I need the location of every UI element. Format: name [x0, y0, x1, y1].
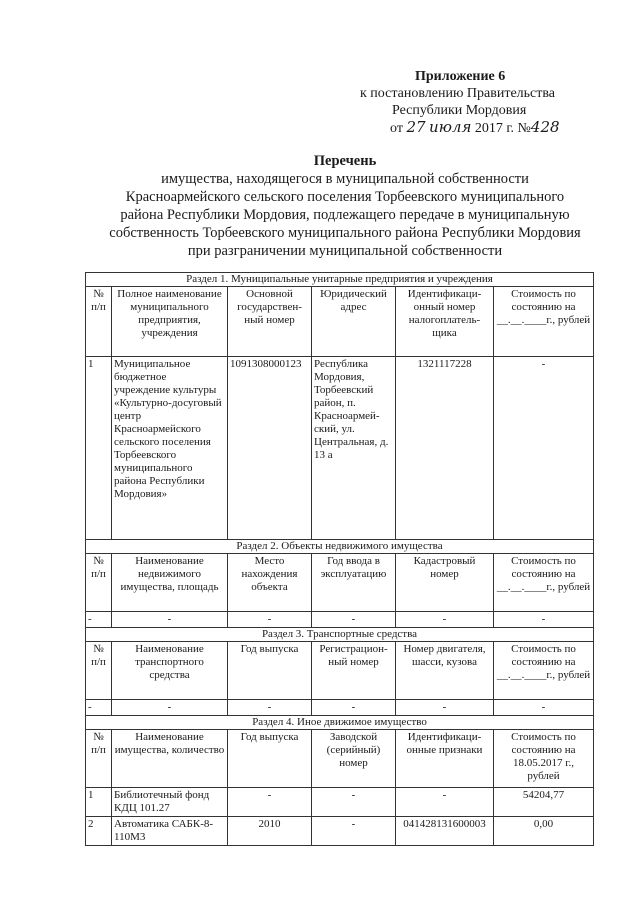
header-cell: Год ввода в эксплуатацию — [312, 554, 396, 612]
table-cell: 1 — [86, 357, 112, 540]
header-cell: Наименование имущества, количество — [112, 730, 228, 788]
header-cell: Полное наименование муниципального предприятия, учреждения — [112, 287, 228, 357]
table-cell: Муниципальное бюджетное учреждение культуры «Культурно-досуговый центр Красноармейского сельского поселения Торбеевского муниципального района Республики Мордовия» — [112, 357, 228, 540]
header-cell: Юридический адрес — [312, 287, 396, 357]
appendix-block — [350, 68, 610, 137]
table-row — [86, 788, 594, 817]
table-cell: - — [494, 612, 594, 628]
header-cell: Стоимость по состоянию на __.__.____г., рублей — [494, 287, 594, 357]
section2-title: Раздел 2. Объекты недвижимого имущества — [86, 540, 594, 554]
heading-line: при разграничении муниципальной собственности — [187, 243, 503, 259]
table-row — [86, 700, 594, 716]
table-cell: - — [228, 788, 312, 817]
heading-title: Перечень — [313, 153, 377, 169]
table-cell: 1321117228 — [396, 357, 494, 540]
header-cell: Год выпуска — [228, 730, 312, 788]
appendix-republic-line: Республики Мордовия — [392, 103, 527, 118]
table-cell: Республика Мордовия, Торбеевский район, п. Красноармей-ский, ул. Центральная, д. 13 а — [312, 357, 396, 540]
table-cell: 1091308000123 — [228, 357, 312, 540]
section-title-row — [86, 716, 594, 730]
header-cell: № п/п — [86, 642, 112, 700]
header-cell: Место нахождения объекта — [228, 554, 312, 612]
property-table — [85, 272, 594, 846]
section1-title: Раздел 1. Муниципальные унитарные предприятия и учреждения — [86, 273, 594, 287]
table-cell: - — [112, 612, 228, 628]
header-cell: Стоимость по состоянию на __.__.____г., рублей — [494, 642, 594, 700]
heading-line: имущества, находящегося в муниципальной собственности — [161, 171, 529, 187]
table-cell: - — [312, 788, 396, 817]
table-cell: 041428131600003 — [396, 817, 494, 846]
header-cell: Кадастровый номер — [396, 554, 494, 612]
header-cell: Год выпуска — [228, 642, 312, 700]
table-cell: - — [312, 700, 396, 716]
table-cell: - — [396, 788, 494, 817]
heading-line: собственность Торбеевского муниципального района Республики Мордовия — [109, 225, 581, 241]
header-cell: Идентификаци-онный номер налогоплатель-щика — [396, 287, 494, 357]
table-cell: - — [312, 817, 396, 846]
date-day: 27 — [406, 118, 426, 136]
table-cell: Автоматика САБК-8-110М3 — [112, 817, 228, 846]
section3-title: Раздел 3. Транспортные средства — [86, 628, 594, 642]
header-cell: Основной государствен-ный номер — [228, 287, 312, 357]
table-cell: - — [86, 612, 112, 628]
date-prefix: от — [390, 121, 403, 136]
table-cell: 54204,77 — [494, 788, 594, 817]
table-row — [86, 357, 594, 540]
section-title-row — [86, 540, 594, 554]
header-cell: Стоимость по состоянию на 18.05.2017 г., рублей — [494, 730, 594, 788]
section-title-row — [86, 273, 594, 287]
header-cell: Стоимость по состоянию на __.__.____г., рублей — [494, 554, 594, 612]
table-row — [86, 817, 594, 846]
section4-title: Раздел 4. Иное движимое имущество — [86, 716, 594, 730]
header-cell: № п/п — [86, 287, 112, 357]
table-cell: - — [494, 700, 594, 716]
header-row — [86, 730, 594, 788]
table-cell: - — [86, 700, 112, 716]
table-cell: - — [312, 612, 396, 628]
header-row — [86, 642, 594, 700]
table-cell: - — [228, 700, 312, 716]
table-cell: 1 — [86, 788, 112, 817]
appendix-title: Приложение 6 — [415, 69, 506, 84]
table-cell: 0,00 — [494, 817, 594, 846]
date-month: июля — [429, 118, 472, 136]
table-cell: - — [112, 700, 228, 716]
date-year: 2017 г. № — [474, 121, 531, 136]
heading-line: района Республики Мордовия, подлежащего передаче в муниципальную — [120, 207, 570, 223]
table-cell: - — [396, 612, 494, 628]
heading-line: Красноармейского сельского поселения Торбеевского муниципального — [125, 189, 565, 205]
table-cell: - — [494, 357, 594, 540]
decree-number: 428 — [530, 118, 560, 136]
table-cell: 2 — [86, 817, 112, 846]
header-cell: Наименование недвижимого имущества, площадь — [112, 554, 228, 612]
table-cell: Библиотечный фонд КДЦ 101.27 — [112, 788, 228, 817]
header-cell: № п/п — [86, 730, 112, 788]
header-cell: № п/п — [86, 554, 112, 612]
header-cell: Регистрацион-ный номер — [312, 642, 396, 700]
header-row — [86, 287, 594, 357]
header-cell: Наименование транспортного средства — [112, 642, 228, 700]
table-cell: - — [396, 700, 494, 716]
document-heading — [60, 152, 630, 260]
header-cell: Номер двигателя, шасси, кузова — [396, 642, 494, 700]
appendix-decree-line: к постановлению Правительства — [360, 86, 556, 101]
table-cell: - — [228, 612, 312, 628]
section-title-row — [86, 628, 594, 642]
header-row — [86, 554, 594, 612]
header-cell: Идентификаци-онные признаки — [396, 730, 494, 788]
appendix-date-line — [350, 119, 610, 137]
table-cell: 2010 — [228, 817, 312, 846]
table-row — [86, 612, 594, 628]
header-cell: Заводской (серийный) номер — [312, 730, 396, 788]
